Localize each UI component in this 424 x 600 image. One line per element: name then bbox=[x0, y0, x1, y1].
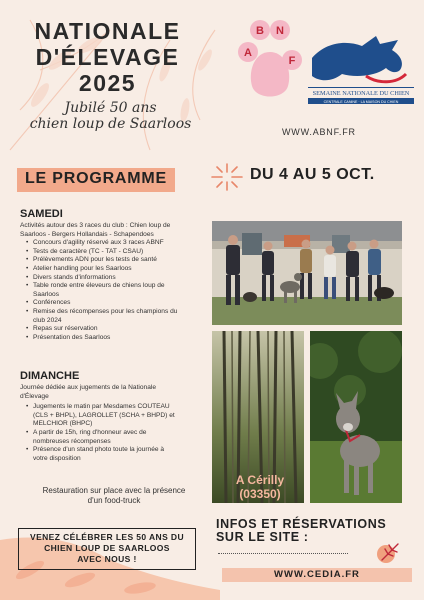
title-line-2: D'ÉLEVAGE bbox=[35, 44, 180, 70]
list-item: • Divers stands d'informations bbox=[24, 274, 210, 283]
event-dates: DU 4 AU 5 OCT. bbox=[250, 166, 375, 183]
paw-letter-a: A bbox=[244, 47, 252, 59]
programme-heading: LE PROGRAMME bbox=[24, 170, 168, 187]
samedi-activity-list bbox=[24, 239, 210, 342]
abnf-website[interactable]: WWW.ABNF.FR bbox=[282, 127, 356, 137]
snc-line-2: CENTRALE CANINE · LA MAISON DU CHIEN bbox=[323, 99, 399, 104]
samedi-intro-line-2: Saarloos - Bergers Hollandais - Schapendoes bbox=[20, 230, 154, 238]
list-item: • Conférences bbox=[24, 299, 210, 308]
list-item: • Présence d'un stand photo toute la journée à bbox=[24, 446, 210, 455]
paw-letter-n: N bbox=[276, 25, 284, 37]
infos-line-2: SUR LE SITE : bbox=[216, 530, 309, 544]
list-item: • Atelier handling pour les Saarloos bbox=[24, 265, 210, 274]
dimanche-intro bbox=[20, 384, 210, 401]
list-item-continuation: nombreuses récompenses bbox=[33, 437, 111, 445]
celebrate-line-3: AVEC NOUS ! bbox=[77, 554, 137, 564]
list-item-continuation: (CLS + BHPL), LAGROLLET (SCHA + BHPD) et bbox=[33, 411, 175, 419]
samedi-intro bbox=[20, 222, 210, 239]
samedi-intro-line-1: Activités autour des 3 races du club : Chien loup de bbox=[20, 222, 171, 229]
paw-letter-b: B bbox=[256, 25, 264, 37]
event-title bbox=[20, 18, 195, 96]
infos-line-1: INFOS ET RÉSERVATIONS bbox=[216, 517, 387, 531]
abnf-paw-logo bbox=[234, 10, 304, 110]
samedi-section bbox=[20, 208, 210, 342]
list-item: • Tests de caractère (TC - TAT - CSAU) bbox=[24, 248, 210, 257]
jubile-subtitle bbox=[8, 100, 213, 132]
jubile-line-2: chien loup de Saarloos bbox=[29, 116, 192, 132]
restauration-line-2: d'un food-truck bbox=[87, 496, 141, 505]
celebrate-line-2: CHIEN LOUP DE SAARLOOS bbox=[44, 543, 170, 553]
title-line-3: 2025 bbox=[78, 70, 137, 96]
list-item-continuation: Saarloos bbox=[33, 290, 60, 298]
list-item: • Repas sur réservation bbox=[24, 325, 210, 334]
paw-letter-f: F bbox=[288, 55, 296, 67]
list-item: • Remise des récompenses pour les champions du bbox=[24, 308, 210, 317]
group-photo bbox=[212, 221, 402, 325]
dimanche-intro-line-1: Journée dédiée aux jugements de la Nationale bbox=[20, 384, 156, 391]
list-item-continuation: MELCHIOR (BHPC) bbox=[33, 420, 93, 428]
restauration-info bbox=[14, 486, 214, 506]
dimanche-intro-line-2: d'Élevage bbox=[20, 392, 49, 400]
title-line-1: NATIONALE bbox=[34, 18, 181, 44]
location-line-2: (03350) bbox=[239, 487, 281, 501]
celebrate-message bbox=[18, 532, 196, 565]
wolfdog-photo bbox=[310, 331, 402, 503]
location-label bbox=[222, 473, 298, 501]
restauration-line-1: Restauration sur place avec la présence bbox=[42, 486, 186, 495]
list-item: • Présentation des Saarloos bbox=[24, 334, 210, 343]
wheat-ear-icon bbox=[374, 540, 402, 566]
snc-line-1: SEMAINE NATIONALE DU CHIEN bbox=[312, 90, 410, 97]
list-item: • Concours d'agility réservé aux 3 races ABNF bbox=[24, 239, 210, 248]
jubile-line-1: Jubilé 50 ans bbox=[64, 100, 157, 116]
list-item: • Table ronde entre éleveurs de chiens loup de bbox=[24, 282, 210, 291]
list-item: • A partir de 15h, ring d'honneur avec de bbox=[24, 429, 210, 438]
celebrate-line-1: VENEZ CÉLÉBRER LES 50 ANS DU bbox=[30, 532, 184, 542]
location-line-1: A Cérilly bbox=[235, 473, 285, 487]
dotted-divider bbox=[218, 553, 348, 554]
list-item: • Jugements le matin par Mesdames COUTEAU bbox=[24, 403, 210, 412]
sun-burst-icon bbox=[210, 162, 244, 192]
cedia-website-link[interactable]: WWW.CEDIA.FR bbox=[274, 569, 360, 580]
samedi-title: SAMEDI bbox=[20, 208, 63, 220]
list-item-continuation: votre disposition bbox=[33, 454, 81, 462]
dimanche-section bbox=[20, 370, 210, 463]
list-item: • Prélèvements ADN pour les tests de santé bbox=[24, 256, 210, 265]
dimanche-activity-list bbox=[24, 403, 210, 463]
list-item-continuation: club 2024 bbox=[33, 316, 62, 324]
dimanche-title: DIMANCHE bbox=[20, 370, 80, 382]
semaine-nationale-du-chien-logo bbox=[306, 30, 416, 108]
